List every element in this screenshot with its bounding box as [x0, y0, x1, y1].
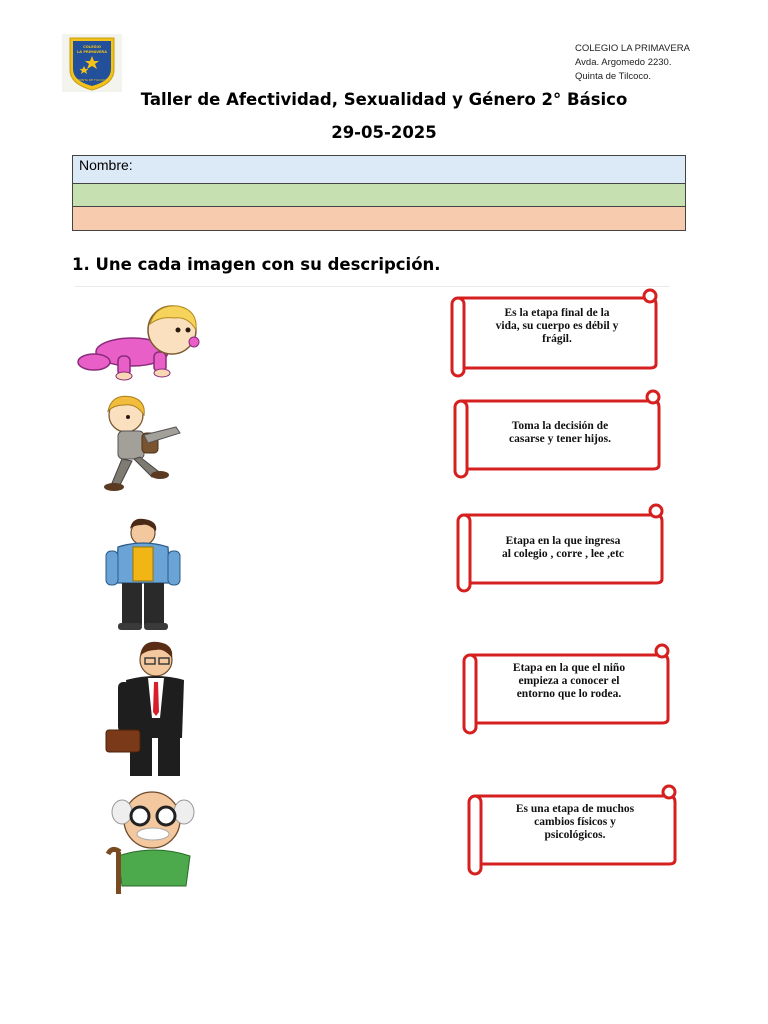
child-image [94, 393, 194, 495]
divider [75, 286, 670, 287]
info-row-orange[interactable] [73, 207, 686, 231]
name-field[interactable]: Nombre: [73, 156, 686, 184]
description-scroll-1[interactable] [450, 288, 660, 380]
description-text-5: Es una etapa de muchos cambios físicos y psicológicos. [515, 803, 635, 841]
school-logo [62, 34, 122, 92]
school-city: Quinta de Tilcoco. [575, 71, 652, 82]
school-address [575, 42, 755, 84]
teenager-image [100, 517, 186, 632]
baby-image [74, 300, 209, 382]
worksheet-date: 29-05-2025 [331, 123, 437, 142]
adult-image [104, 638, 190, 780]
school-street: Avda. Argomedo 2230. [575, 57, 672, 68]
svg-text:COLEGIO: COLEGIO [83, 45, 101, 49]
elderly-image [98, 786, 210, 896]
description-text-1: Es la etapa final de la vida, su cuerpo es débil y frágil. [495, 307, 619, 345]
description-text-2: Toma la decisión de casarse y tener hijos. [509, 420, 611, 445]
description-scroll-3[interactable] [456, 503, 666, 593]
svg-text:LA PRIMAVERA: LA PRIMAVERA [77, 50, 107, 54]
school-name: COLEGIO LA PRIMAVERA [575, 43, 690, 54]
description-scroll-4[interactable] [462, 643, 672, 735]
description-text-4: Etapa en la que el niño empieza a conocer el entorno que lo rodea. [512, 662, 626, 700]
student-info-table [72, 155, 686, 231]
description-text-3: Etapa en la que ingresa al colegio , corre , lee ,etc [501, 535, 625, 560]
info-row-green[interactable] [73, 184, 686, 207]
description-scroll-2[interactable] [453, 389, 663, 479]
worksheet-title: Taller de Afectividad, Sexualidad y Género 2° Básico [140, 90, 628, 109]
svg-text:QUINTA DE TILCOCO: QUINTA DE TILCOCO [76, 78, 108, 82]
question-heading: 1. Une cada imagen con su descripción. [72, 255, 441, 274]
description-scroll-5[interactable] [467, 784, 679, 876]
